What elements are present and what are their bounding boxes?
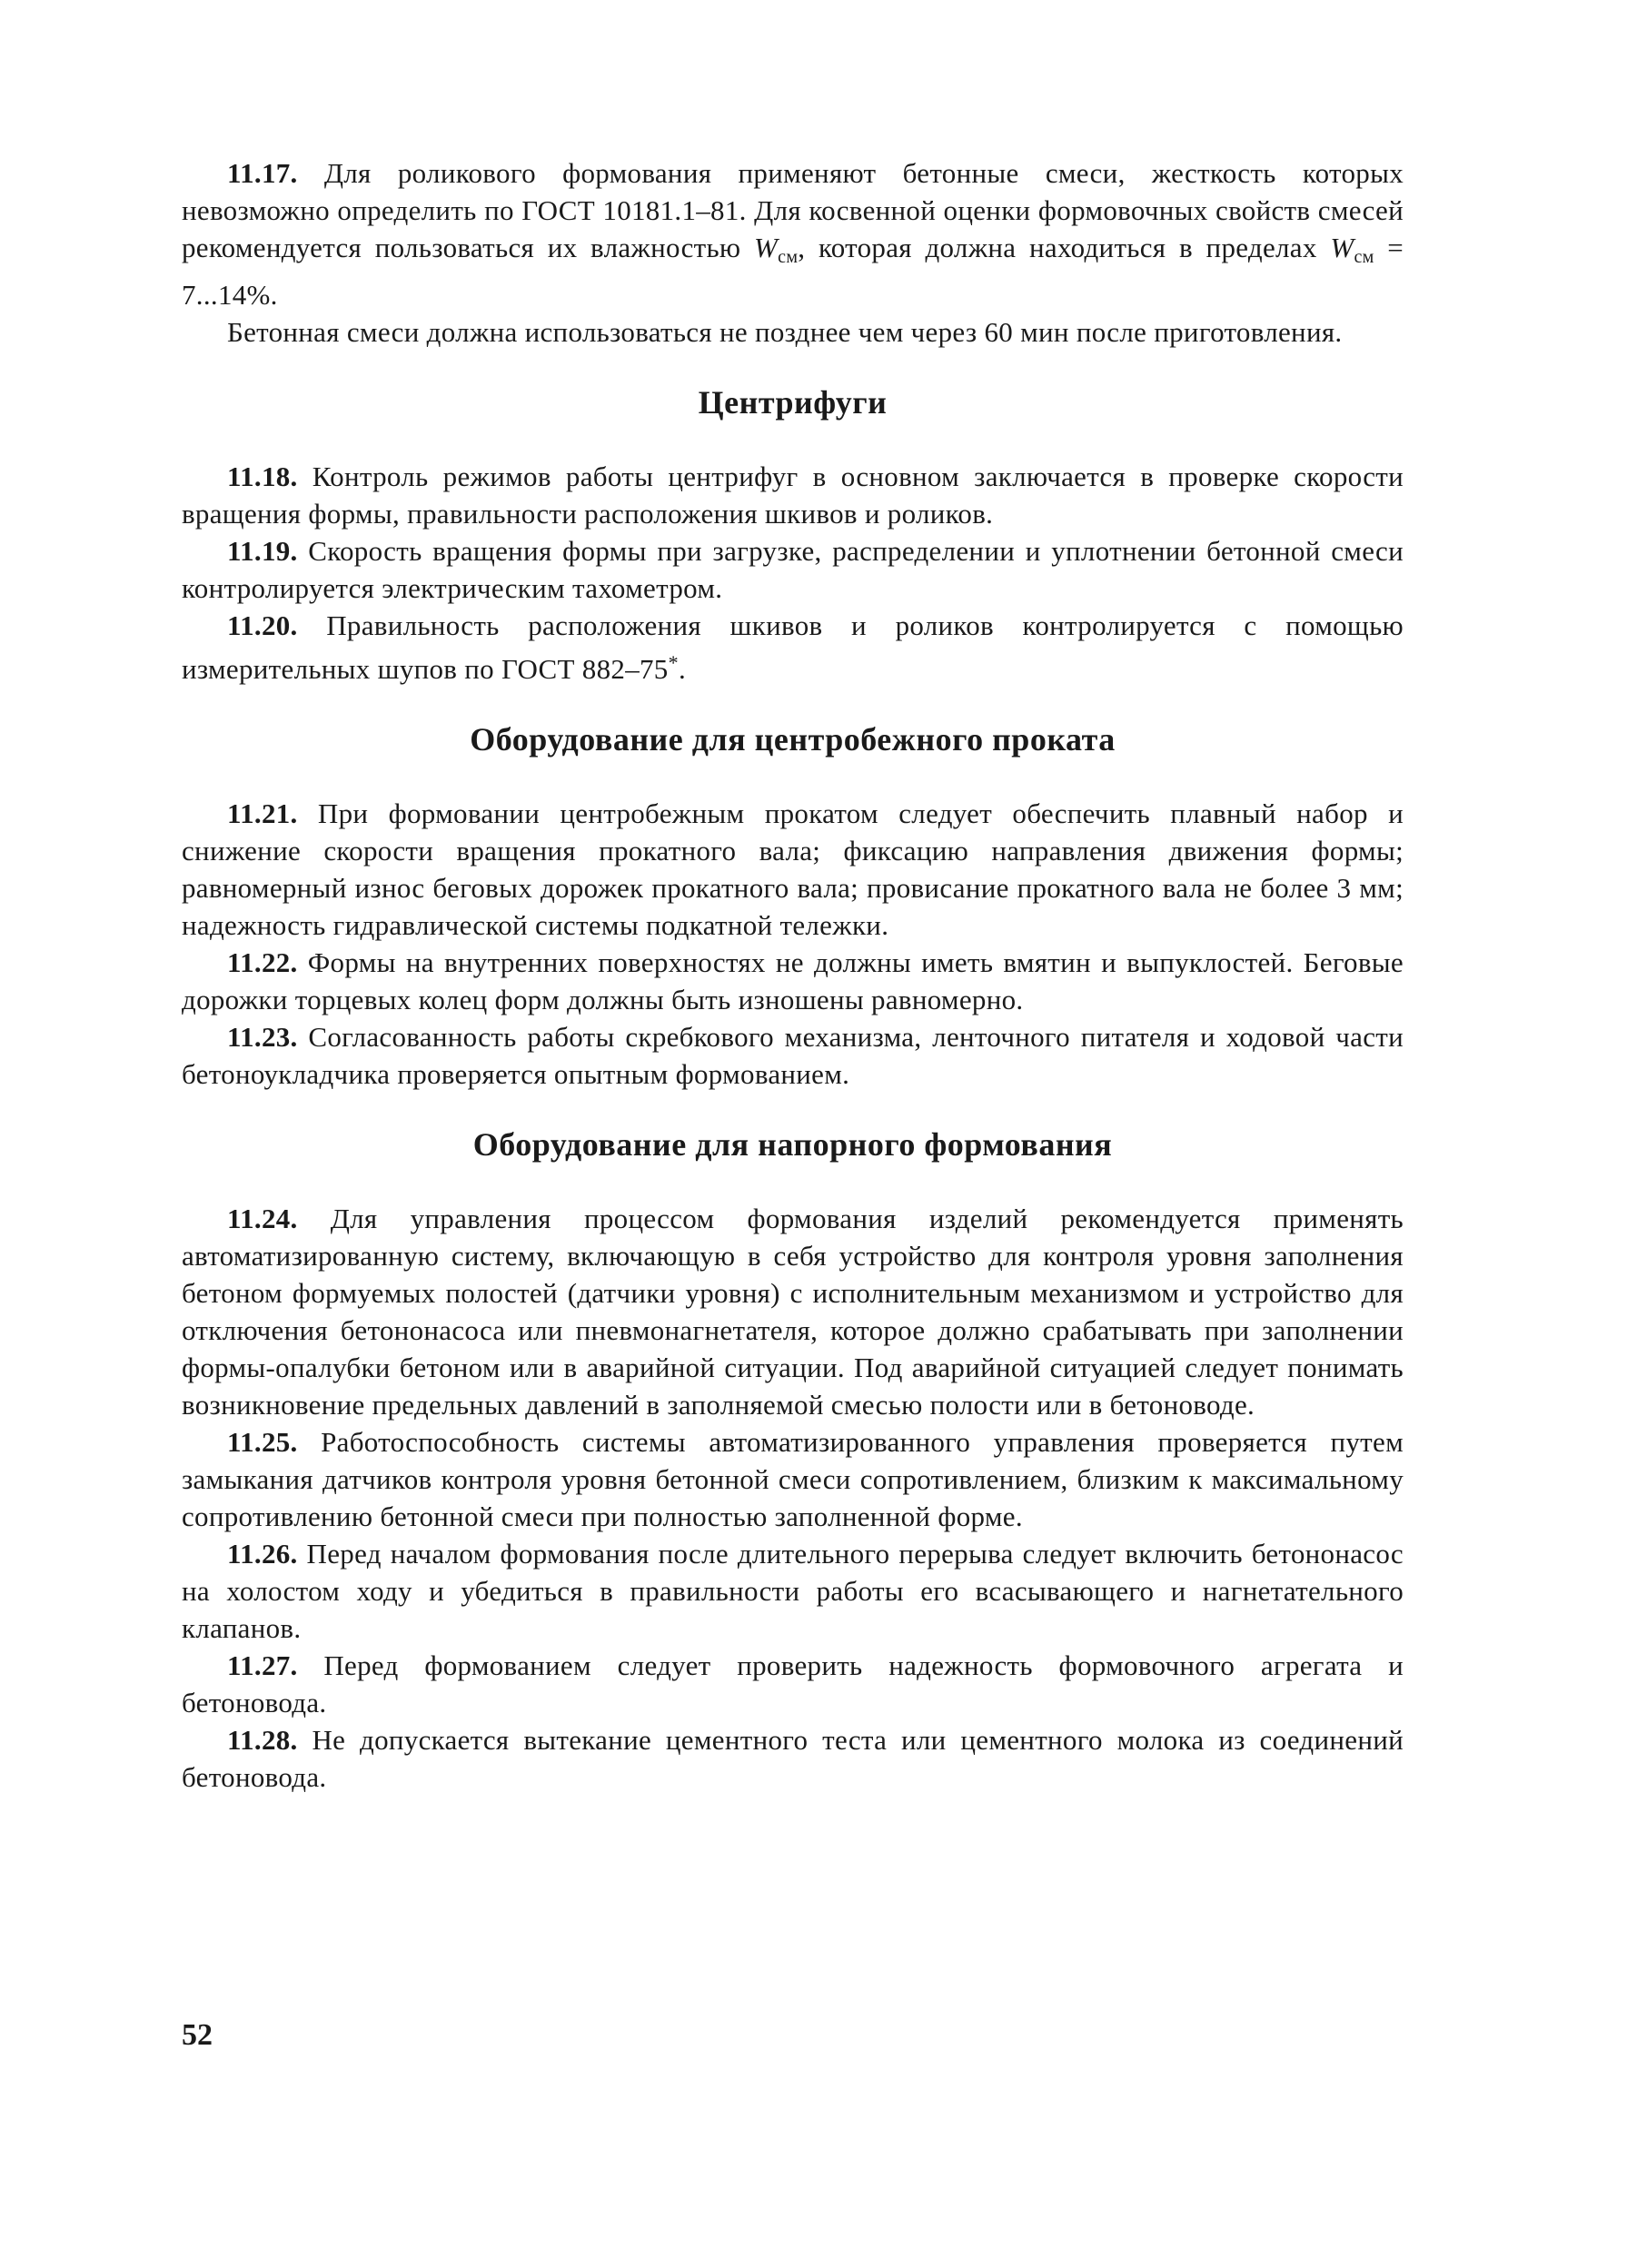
w-subscript: см — [1354, 247, 1374, 267]
paragraph-text: Для управления процессом формования изделий рекомендуется применять автоматизированную систему, включающую в себя устройство для контроля уровня заполнения бетоном формуемых полостей (датчики уровня) с исполнительным механизмом и устройство для отключения бетононасоса или пневмонагнетателя, которое должно срабатывать при заполнении формы-опалубки бетоном или в аварийной ситуации. Под аварийной ситуацией следует понимать возникновение предельных давлений в заполняемой смесью полости или в бетоноводе. — [182, 1203, 1404, 1421]
w-letter: W — [754, 232, 779, 263]
paragraph-11-19 — [182, 532, 1404, 607]
section-heading-centrifuges: Центрифуги — [698, 384, 888, 421]
moisture-symbol — [1330, 232, 1374, 267]
paragraph-text: Для роликового формования применяют бетонные смеси, жесткость которых невозможно определить по ГОСТ 10181.1–81. Для косвенной оценки формовочных свойств смесей рекомендуется пользоваться их влажностью — [182, 157, 1404, 263]
paragraph-11-21 — [182, 795, 1404, 944]
paragraph-11-20 — [182, 607, 1404, 688]
paragraph-11-17 — [182, 154, 1404, 313]
clause-number: 11.25. — [227, 1426, 298, 1458]
paragraph-text: Формы на внутренних поверхностях не должны иметь вмятин и выпуклостей. Беговые дорожки торцевых колец форм должны быть изношены равномерно. — [182, 946, 1404, 1015]
clause-number: 11.27. — [227, 1649, 298, 1681]
paragraph-text: = 7...14%. — [182, 232, 1404, 311]
paragraph-text: Правильность расположения шкивов и роликов контролируется с помощью измерительных шупов по ГОСТ 882–75 — [182, 609, 1404, 685]
clause-number: 11.20. — [227, 609, 298, 641]
paragraph-11-26 — [182, 1535, 1404, 1647]
paragraph-11-17-continued: Бетонная смеси должна использоваться не позднее чем через 60 мин после приготовления. — [227, 316, 1343, 348]
paragraph-text: Контроль режимов работы центрифуг в основном заключается в проверке скорости вращения формы, правильности расположения шкивов и роликов. — [182, 461, 1404, 530]
paragraph-text: Скорость вращения формы при загрузке, распределении и уплотнении бетонной смеси контролируется электрическим тахометром. — [182, 535, 1404, 604]
clause-number: 11.18. — [227, 461, 298, 492]
paragraph-11-22 — [182, 944, 1404, 1018]
paragraph-text: . — [678, 653, 686, 685]
paragraph-11-23 — [182, 1018, 1404, 1093]
section-heading-centrifugal-rolling: Оборудование для центробежного проката — [470, 721, 1116, 758]
paragraph-text: Перед формованием следует проверить надежность формовочного агрегата и бетоновода. — [182, 1649, 1404, 1718]
moisture-symbol — [754, 232, 799, 267]
document-page — [182, 154, 1404, 1796]
clause-number: 11.19. — [227, 535, 298, 567]
paragraph-text: Работоспособность системы автоматизированного управления проверяется путем замыкания датчиков контроля уровня бетонной смеси сопротивлением, близким к максимальному сопротивлению бетонной смеси при полностью заполненной форме. — [182, 1426, 1404, 1532]
page-number: 52 — [182, 2018, 213, 2052]
asterisk-mark: * — [668, 651, 679, 674]
w-subscript: см — [778, 247, 799, 267]
clause-number: 11.26. — [227, 1538, 298, 1570]
clause-number: 11.21. — [227, 797, 298, 829]
clause-number: 11.23. — [227, 1021, 298, 1053]
clause-number: 11.17. — [227, 157, 298, 189]
w-letter: W — [1330, 232, 1354, 263]
paragraph-text: При формовании центробежным прокатом следует обеспечить плавный набор и снижение скорости вращения прокатного вала; фиксацию направления движения формы; равномерный износ беговых дорожек прокатного вала; провисание прокатного вала не более 3 мм; надежность гидравлической системы подкатной тележки. — [182, 797, 1404, 941]
paragraph-11-28 — [182, 1721, 1404, 1796]
paragraph-text: , которая должна находиться в пределах — [798, 232, 1331, 263]
clause-number: 11.28. — [227, 1724, 298, 1756]
paragraph-11-18 — [182, 458, 1404, 532]
paragraph-text: Согласованность работы скребкового механизма, ленточного питателя и ходовой части бетоноукладчика проверяется опытным формованием. — [182, 1021, 1404, 1090]
paragraph-11-27 — [182, 1647, 1404, 1721]
clause-number: 11.22. — [227, 946, 298, 978]
paragraph-11-25 — [182, 1423, 1404, 1535]
section-heading-pressure-forming: Оборудование для напорного формования — [472, 1126, 1113, 1163]
paragraph-text: Перед началом формования после длительного перерыва следует включить бетононасос на холостом ходу и убедиться в правильности работы его всасывающего и нагнетательного клапанов. — [182, 1538, 1404, 1644]
paragraph-11-24 — [182, 1200, 1404, 1423]
paragraph-text: Не допускается вытекание цементного теста или цементного молока из соединений бетоновода. — [182, 1724, 1404, 1793]
clause-number: 11.24. — [227, 1203, 298, 1234]
